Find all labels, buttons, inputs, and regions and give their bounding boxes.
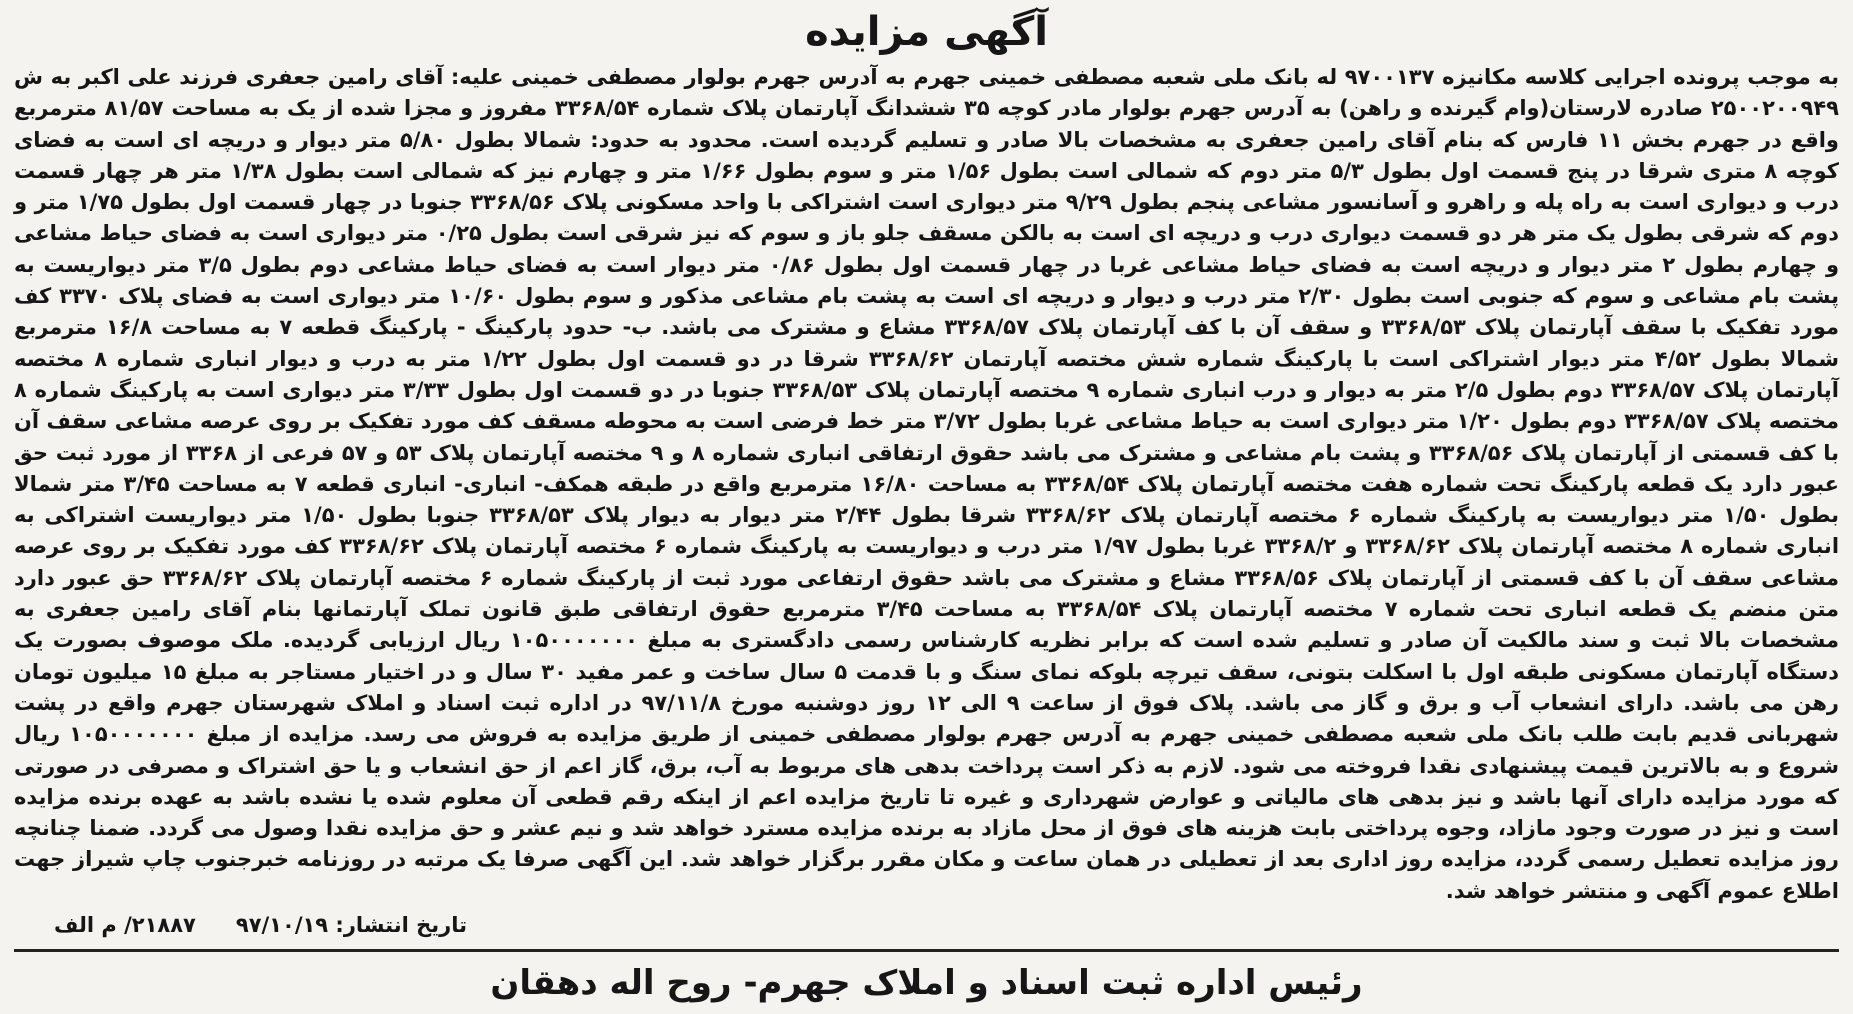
notice-body-text: به موجب پرونده اجرایی کلاسه مکانیزه ۹۷۰۰۱۳۷ له بانک ملی شعبه مصطفی خمینی جهرم به آدرس جهرم بولوار مصطفی خمینی علیه: آقای رامین جعفری فرزند علی اکبر به ش ۲۵۰۰۲۰۰۹۴۹ صادره لارستان(وام گیرنده و راهن) به آدرس جهرم بولوار مادر کوچه ۳۵ ششدانگ آپارتمان پلاک شماره ۳۳۶۸/۵۴ مفروز و مجزا شده از یک به مساحت ۸۱/۵۷ مترمربع واقع در جهرم بخش ۱۱ فارس که بنام آقای رامین جعفری به مشخصات بالا صادر و تسلیم گردیده است. محدود به حدود: شمالا بطول ۵/۸۰ متر دیوار و دریچه ای است به فضای کوچه ۸ متری شرقا در پنج قسمت اول بطول ۵/۳ متر دوم که شمالی است بطول ۱/۵۶ متر و سوم بطول ۱/۶۶ متر و چهارم نیز که شمالی است بطول ۱/۳۸ متر هر چهار قسمت درب و دیواری است به راه پله و راهرو و آسانسور مشاعی پنجم بطول ۹/۲۹ متر دیواری است اشتراکی با واحد مسکونی پلاک ۳۳۶۸/۵۶ جنوبا در چهار قسمت اول بطول ۱/۷۵ متر و دوم که شرقی بطول یک متر هر دو قسمت دیواری درب و دریچه ای است به بالکن مسقف جلو باز و سوم که نیز شرقی است بطول ۰/۲۵ متر دیواری است به فضای حیاط مشاعی و چهارم بطول ۲ متر دیوار و دریچه است به فضای حیاط مشاعی غربا در چهار قسمت اول بطول ۰/۸۶ متر دیوار است به فضای حیاط مشاعی دوم بطول ۳/۵ متر دیواریست به پشت بام مشاعی و سوم که جنوبی است بطول ۲/۳۰ متر درب و دیوار و دریچه ای است به پشت بام مشاعی مذکور و سوم بطول ۱۰/۶۰ متر دیواری است به فضای پلاک ۳۳۷۰ کف مورد تفکیک با سقف آپارتمان پلاک ۳۳۶۸/۵۳ و سقف آن با کف آپارتمان پلاک ۳۳۶۸/۵۷ مشاع و مشترک می باشد. ب- حدود پارکینگ - پارکینگ قطعه ۷ به مساحت ۱۶/۸ مترمربع شمالا بطول ۴/۵۲ متر دیوار اشتراکی است با پارکینگ شماره شش مختصه آپارتمان ۳۳۶۸/۶۲ شرقا در دو قسمت اول بطول ۱/۲۲ متر به درب و دیوار انباری شماره ۸ مختصه آپارتمان پلاک ۳۳۶۸/۵۷ دوم بطول ۲/۵ متر به دیوار و درب انباری شماره ۹ مختصه آپارتمان پلاک ۳۳۶۸/۵۳ جنوبا در دو قسمت اول بطول ۳/۳۳ متر دیواری است به پارکینگ شماره ۸ مختصه پلاک ۳۳۶۸/۵۷ دوم بطول ۱/۲۰ متر دیواری است به حیاط مشاعی غربا بطول ۳/۷۲ متر خط فرضی است به محوطه مسقف کف مورد تفکیک بر روی عرصه مشاعی سقف آن با کف قسمتی از آپارتمان پلاک ۳۳۶۸/۵۶ و پشت بام مشاعی و مشترک می باشد حقوق ارتفاقی انباری شماره ۸ و ۹ مختصه آپارتمان پلاک ۵۳ و ۵۷ فرعی از ۳۳۶۸ از مورد ثبت حق عبور دارد یک قطعه پارکینگ تحت شماره هفت مختصه آپارتمان پلاک ۳۳۶۸/۵۴ به مساحت ۱۶/۸۰ مترمربع واقع در طبقه همکف- انباری- انباری قطعه ۷ به مساحت ۳/۴۵ متر شمالا بطول ۱/۵۰ متر دیواریست به پارکینگ شماره ۶ مختصه آپارتمان پلاک ۳۳۶۸/۶۲ شرقا بطول ۲/۴۴ متر دیوار به دیوار پلاک ۳۳۶۸/۵۳ جنوبا بطول ۱/۵۰ متر دیواریست اشتراکی به انباری شماره ۸ مختصه آپارتمان پلاک ۳۳۶۸/۶۲ و ۳۳۶۸/۲ غربا بطول ۱/۹۷ متر درب و دیواریست به پارکینگ شماره ۶ مختصه آپارتمان پلاک ۳۳۶۸/۶۲ کف مورد تفکیک بر روی عرصه مشاعی سقف آن با کف قسمتی از آپارتمان پلاک ۳۳۶۸/۵۶ مشاع و مشترک می باشد حقوق ارتفاعی مورد ثبت از پارکینگ شماره ۶ مختصه آپارتمان پلاک ۳۳۶۸/۶۲ حق عبور دارد متن منضم یک قطعه انباری تحت شماره ۷ مختصه آپارتمان پلاک ۳۳۶۸/۵۴ به مساحت ۳/۴۵ مترمربع حقوق ارتفاقی طبق قانون تملک آپارتمانها بنام آقای رامین جعفری به مشخصات بالا ثبت و سند مالکیت آن صادر و تسلیم شده است که برابر نظریه کارشناس رسمی دادگستری به مبلغ ۱۰۵۰۰۰۰۰۰۰ ریال ارزیابی گردیده. ملک موصوف بصورت یک دستگاه آپارتمان مسکونی طبقه اول با اسکلت بتونی، سقف تیرچه بلوکه نمای سنگ و با قدمت ۵ سال ساخت و عمر مفید ۳۰ سال و در اختیار مستاجر به مبلغ ۱۵ میلیون تومان رهن می باشد. دارای انشعاب آب و برق و گاز می باشد. پلاک فوق از ساعت ۹ الی ۱۲ روز دوشنبه مورخ ۹۷/۱۱/۸ در اداره ثبت اسناد و املاک شهرستان جهرم واقع در پشت شهربانی قدیم بابت طلب بانک ملی شعبه مصطفی خمینی جهرم به آدرس جهرم بولوار مصطفی خمینی از طریق مزایده به فروش می رسد. مزایده از مبلغ ۱۰۵۰۰۰۰۰۰۰ ریال شروع و به بالاترین قیمت پیشنهادی نقدا فروخته می شود. لازم به ذکر است پرداخت بدهی های مربوط به آب، برق، گاز اعم از حق انشعاب و یا حق اشتراک و مصرفی در صورتی که مورد مزایده دارای آنها باشد و نیز بدهی های مالیاتی و عوارض شهرداری و غیره تا تاریخ مزایده اعم از اینکه رقم قطعی آن معلوم شده یا نشده باشد به عهده برنده مزایده است و نیز در صورت وجود مازاد، وجوه پرداختی بابت هزینه های فوق از محل مازاد به برنده مزایده مسترد خواهد شد و نیم عشر و حق مزایده نقدا وصول می گردد. ضمنا چنانچه روز مزایده تعطیل رسمی گردد، مزایده روز اداری بعد از تعطیلی در همان ساعت و مکان مقرر برگزار خواهد شد. این آگهی صرفا یک مرتبه در روزنامه خبرجنوب چاپ شیراز جهت اطلاع عموم آگهی و منتشر خواهد شد.: [14, 65, 1840, 903]
notice-meta: [14, 909, 1839, 941]
publish-date: تاریخ انتشار: ۹۷/۱۰/۱۹: [235, 913, 468, 938]
reference-code: ۲۱۸۸۷/ م الف: [54, 913, 196, 938]
notice-meta-group: [14, 909, 467, 941]
notice-body: [14, 62, 1839, 907]
notice-signature: رئیس اداره ثبت اسناد و املاک جهرم- روح اله دهقان: [490, 963, 1363, 1004]
notice-title: آگهی مزایده: [805, 9, 1048, 55]
